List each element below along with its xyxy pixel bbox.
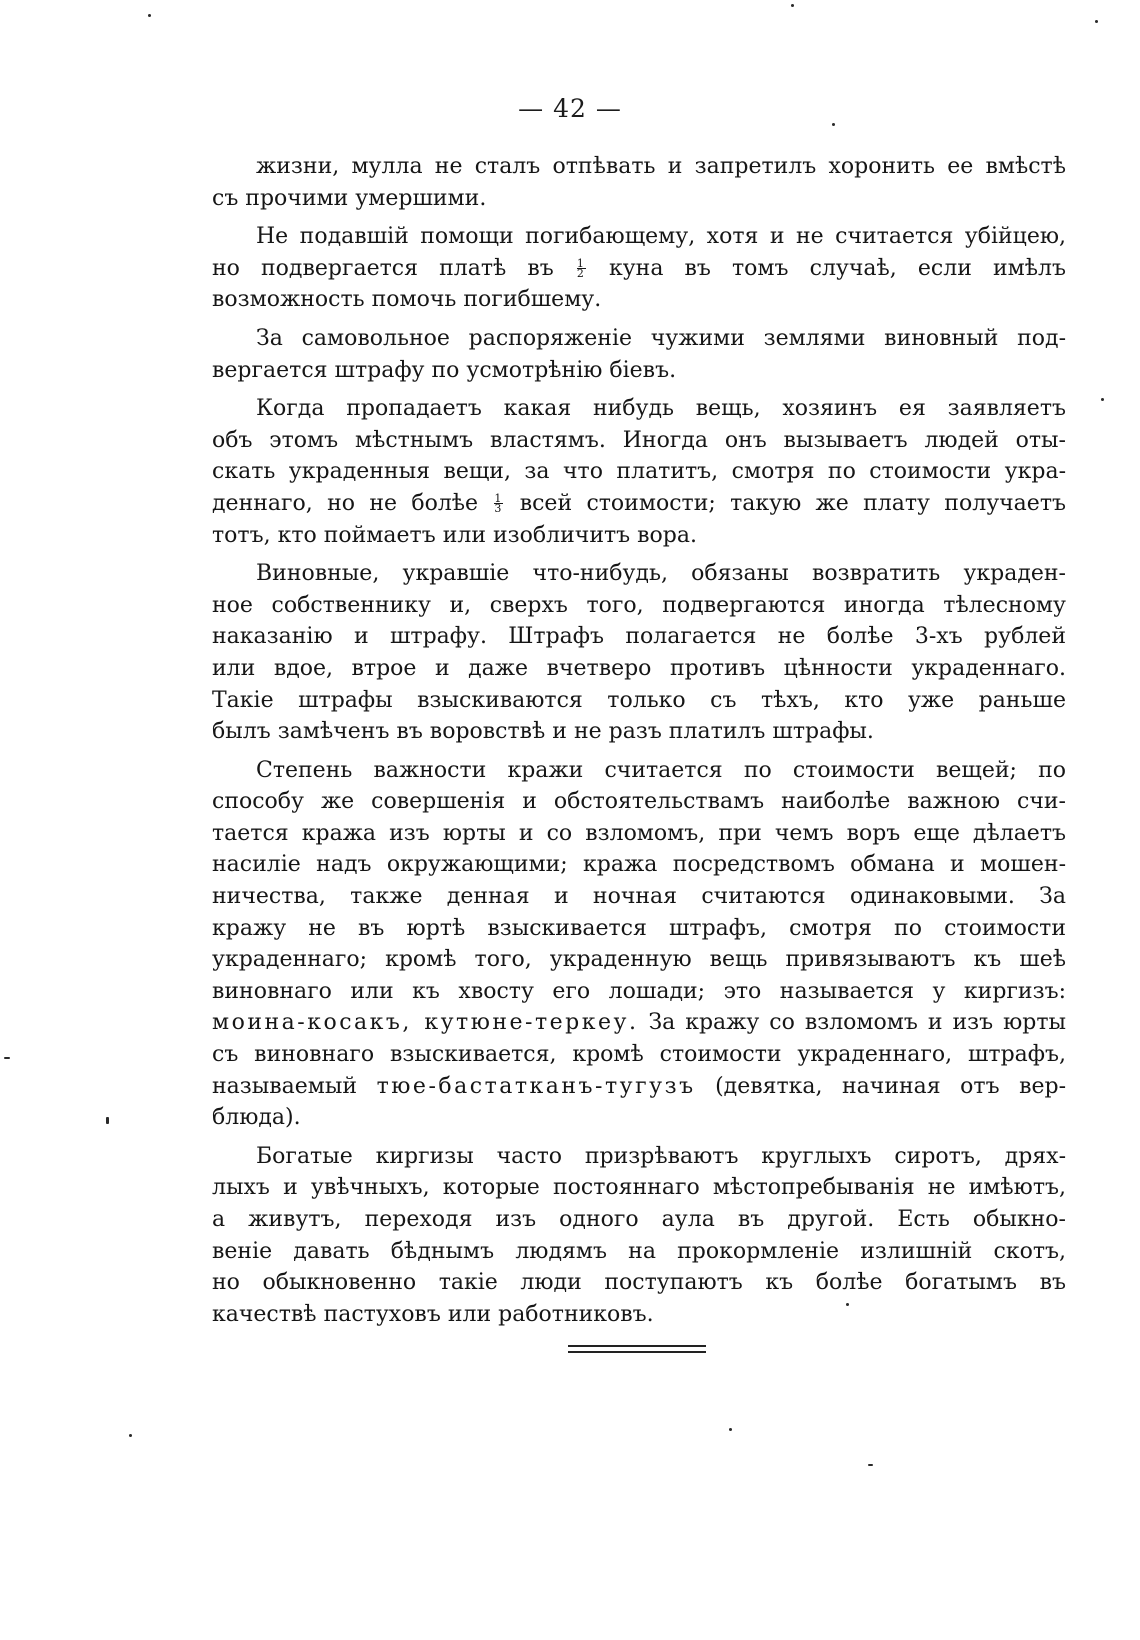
text-line: веніе давать бѣднымъ людямъ на прокормленіе излишній скотъ,	[212, 1238, 1066, 1264]
scan-speck	[1095, 20, 1098, 23]
scan-speck	[148, 14, 151, 17]
fraction-numerator: 1	[576, 257, 584, 271]
page-number: — 42 —	[518, 94, 622, 123]
text-line: съ виновнаго взыскивается, кромѣ стоимости украденнаго, штрафъ,	[212, 1042, 1066, 1068]
text-line: былъ замѣченъ въ воровствѣ и не разъ платилъ штрафы.	[212, 719, 874, 745]
scan-speck	[832, 123, 835, 126]
text-line: скать украденныя вещи, за что платитъ, смотря по стоимости укра-	[212, 459, 1066, 485]
text-line: Такіе штрафы взыскиваются только съ тѣхъ, кто уже раньше	[212, 687, 1066, 713]
text-segment: но подвергается платѣ въ	[212, 255, 575, 281]
spaced-term: моина-косакъ, кутюне-теркеу.	[212, 1010, 639, 1036]
paragraph	[212, 221, 1066, 316]
paragraph	[212, 755, 1066, 1134]
text-line	[212, 1007, 1066, 1039]
text-line: блюда).	[212, 1105, 301, 1131]
section-end-rule	[568, 1345, 706, 1353]
text-line: ничества, также денная и ночная считаются одинаковыми. За	[212, 884, 1066, 910]
text-line: съ прочими умершими.	[212, 185, 487, 211]
spaced-term: тюе-бастатканъ-тугузъ	[376, 1073, 696, 1099]
scan-speck	[106, 1117, 109, 1124]
text-line: качествѣ пастуховъ или работниковъ.	[212, 1301, 654, 1327]
text-segment: (девятка, начиная отъ вер-	[695, 1073, 1066, 1099]
text-line: или вдое, втрое и даже вчетверо противъ цѣнности украденнаго.	[212, 655, 1066, 681]
scan-speck	[791, 4, 794, 7]
text-line: а живутъ, переходя изъ одного аула въ другой. Есть обыкно-	[212, 1207, 1066, 1232]
text-segment: деннаго, но не болѣе	[212, 490, 493, 516]
text-line: наказанію и штрафу. Штрафъ полагается не болѣе 3-хъ рублей	[212, 624, 1066, 650]
fraction-denominator: 3	[494, 502, 502, 516]
scan-speck	[129, 1434, 132, 1437]
fraction	[494, 492, 503, 516]
text-line: украденнаго; кромѣ того, украденную вещь привязываютъ къ шеѣ	[212, 947, 1066, 973]
text-line: способу же совершенія и обстоятельствамъ наиболѣе важною счи-	[212, 789, 1066, 815]
text-segment: За кражу со взломомъ и изъ юрты	[638, 1010, 1066, 1036]
text-line: жизни, мулла не сталъ отпѣвать и запретилъ хоронить ее вмѣстѣ	[256, 154, 1066, 179]
paragraph	[212, 323, 1066, 386]
text-line	[212, 488, 1066, 520]
text-line	[212, 1071, 1066, 1103]
paragraph	[212, 1141, 1066, 1331]
text-line: объ этомъ мѣстнымъ властямъ. Иногда онъ вызываетъ людей оты-	[212, 427, 1066, 453]
text-line: возможность помочь погибшему.	[212, 287, 602, 313]
text-line: тотъ, кто поймаетъ или изобличитъ вора.	[212, 522, 697, 548]
text-line: Степень важности кражи считается по стоимости вещей; по	[256, 757, 1066, 783]
text-line: лыхъ и увѣчныхъ, которые постояннаго мѣстопребыванія не имѣютъ,	[212, 1175, 1066, 1201]
text-line	[212, 253, 1066, 285]
text-line: кражу не въ юртѣ взыскивается штрафъ, смотря по стоимости	[212, 915, 1066, 941]
text-line: виновнаго или къ хвосту его лошади; это называется у киргизъ:	[212, 978, 1066, 1004]
paragraph	[212, 393, 1066, 551]
scan-speck	[846, 1303, 849, 1306]
scan-speck	[1101, 398, 1104, 401]
fraction-denominator: 2	[576, 267, 584, 281]
text-line: Не подавшій помощи погибающему, хотя и не считается убійцею,	[256, 224, 1066, 250]
paragraph	[212, 558, 1066, 748]
text-line: насиліе надъ окружающими; кража посредствомъ обмана и мошен-	[212, 852, 1066, 878]
paragraph	[212, 151, 1066, 214]
scan-speck	[868, 1464, 873, 1466]
fraction	[576, 257, 586, 281]
fraction-numerator: 1	[494, 492, 502, 506]
text-segment: куна въ томъ случаѣ, если имѣлъ	[587, 255, 1066, 281]
text-segment: называемый	[212, 1073, 377, 1099]
text-line: но обыкновенно такіе люди поступаютъ къ болѣе богатымъ въ	[212, 1270, 1066, 1296]
text-line: За самовольное распоряженіе чужими землями виновный под-	[256, 325, 1066, 351]
text-line: ное собственнику и, сверхъ того, подвергаются иногда тѣлесному	[212, 592, 1066, 618]
scan-speck	[729, 1428, 732, 1431]
text-line: тается кража изъ юрты и со взломомъ, при чемъ воръ еще дѣлаетъ	[212, 820, 1066, 846]
text-segment: всей стоимости; такую же плату получаетъ	[505, 490, 1066, 516]
text-line: Богатые киргизы часто призрѣваютъ круглыхъ сиротъ, дрях-	[256, 1143, 1066, 1169]
text-line: Когда пропадаетъ какая нибудь вещь, хозяинъ ея заявляетъ	[256, 396, 1066, 422]
text-line: Виновные, укравшіе что-нибудь, обязаны возвратить украден-	[256, 561, 1066, 587]
scan-speck	[4, 1057, 10, 1059]
text-line: вергается штрафу по усмотрѣнію біевъ.	[212, 357, 677, 383]
body-text	[212, 151, 1066, 1337]
